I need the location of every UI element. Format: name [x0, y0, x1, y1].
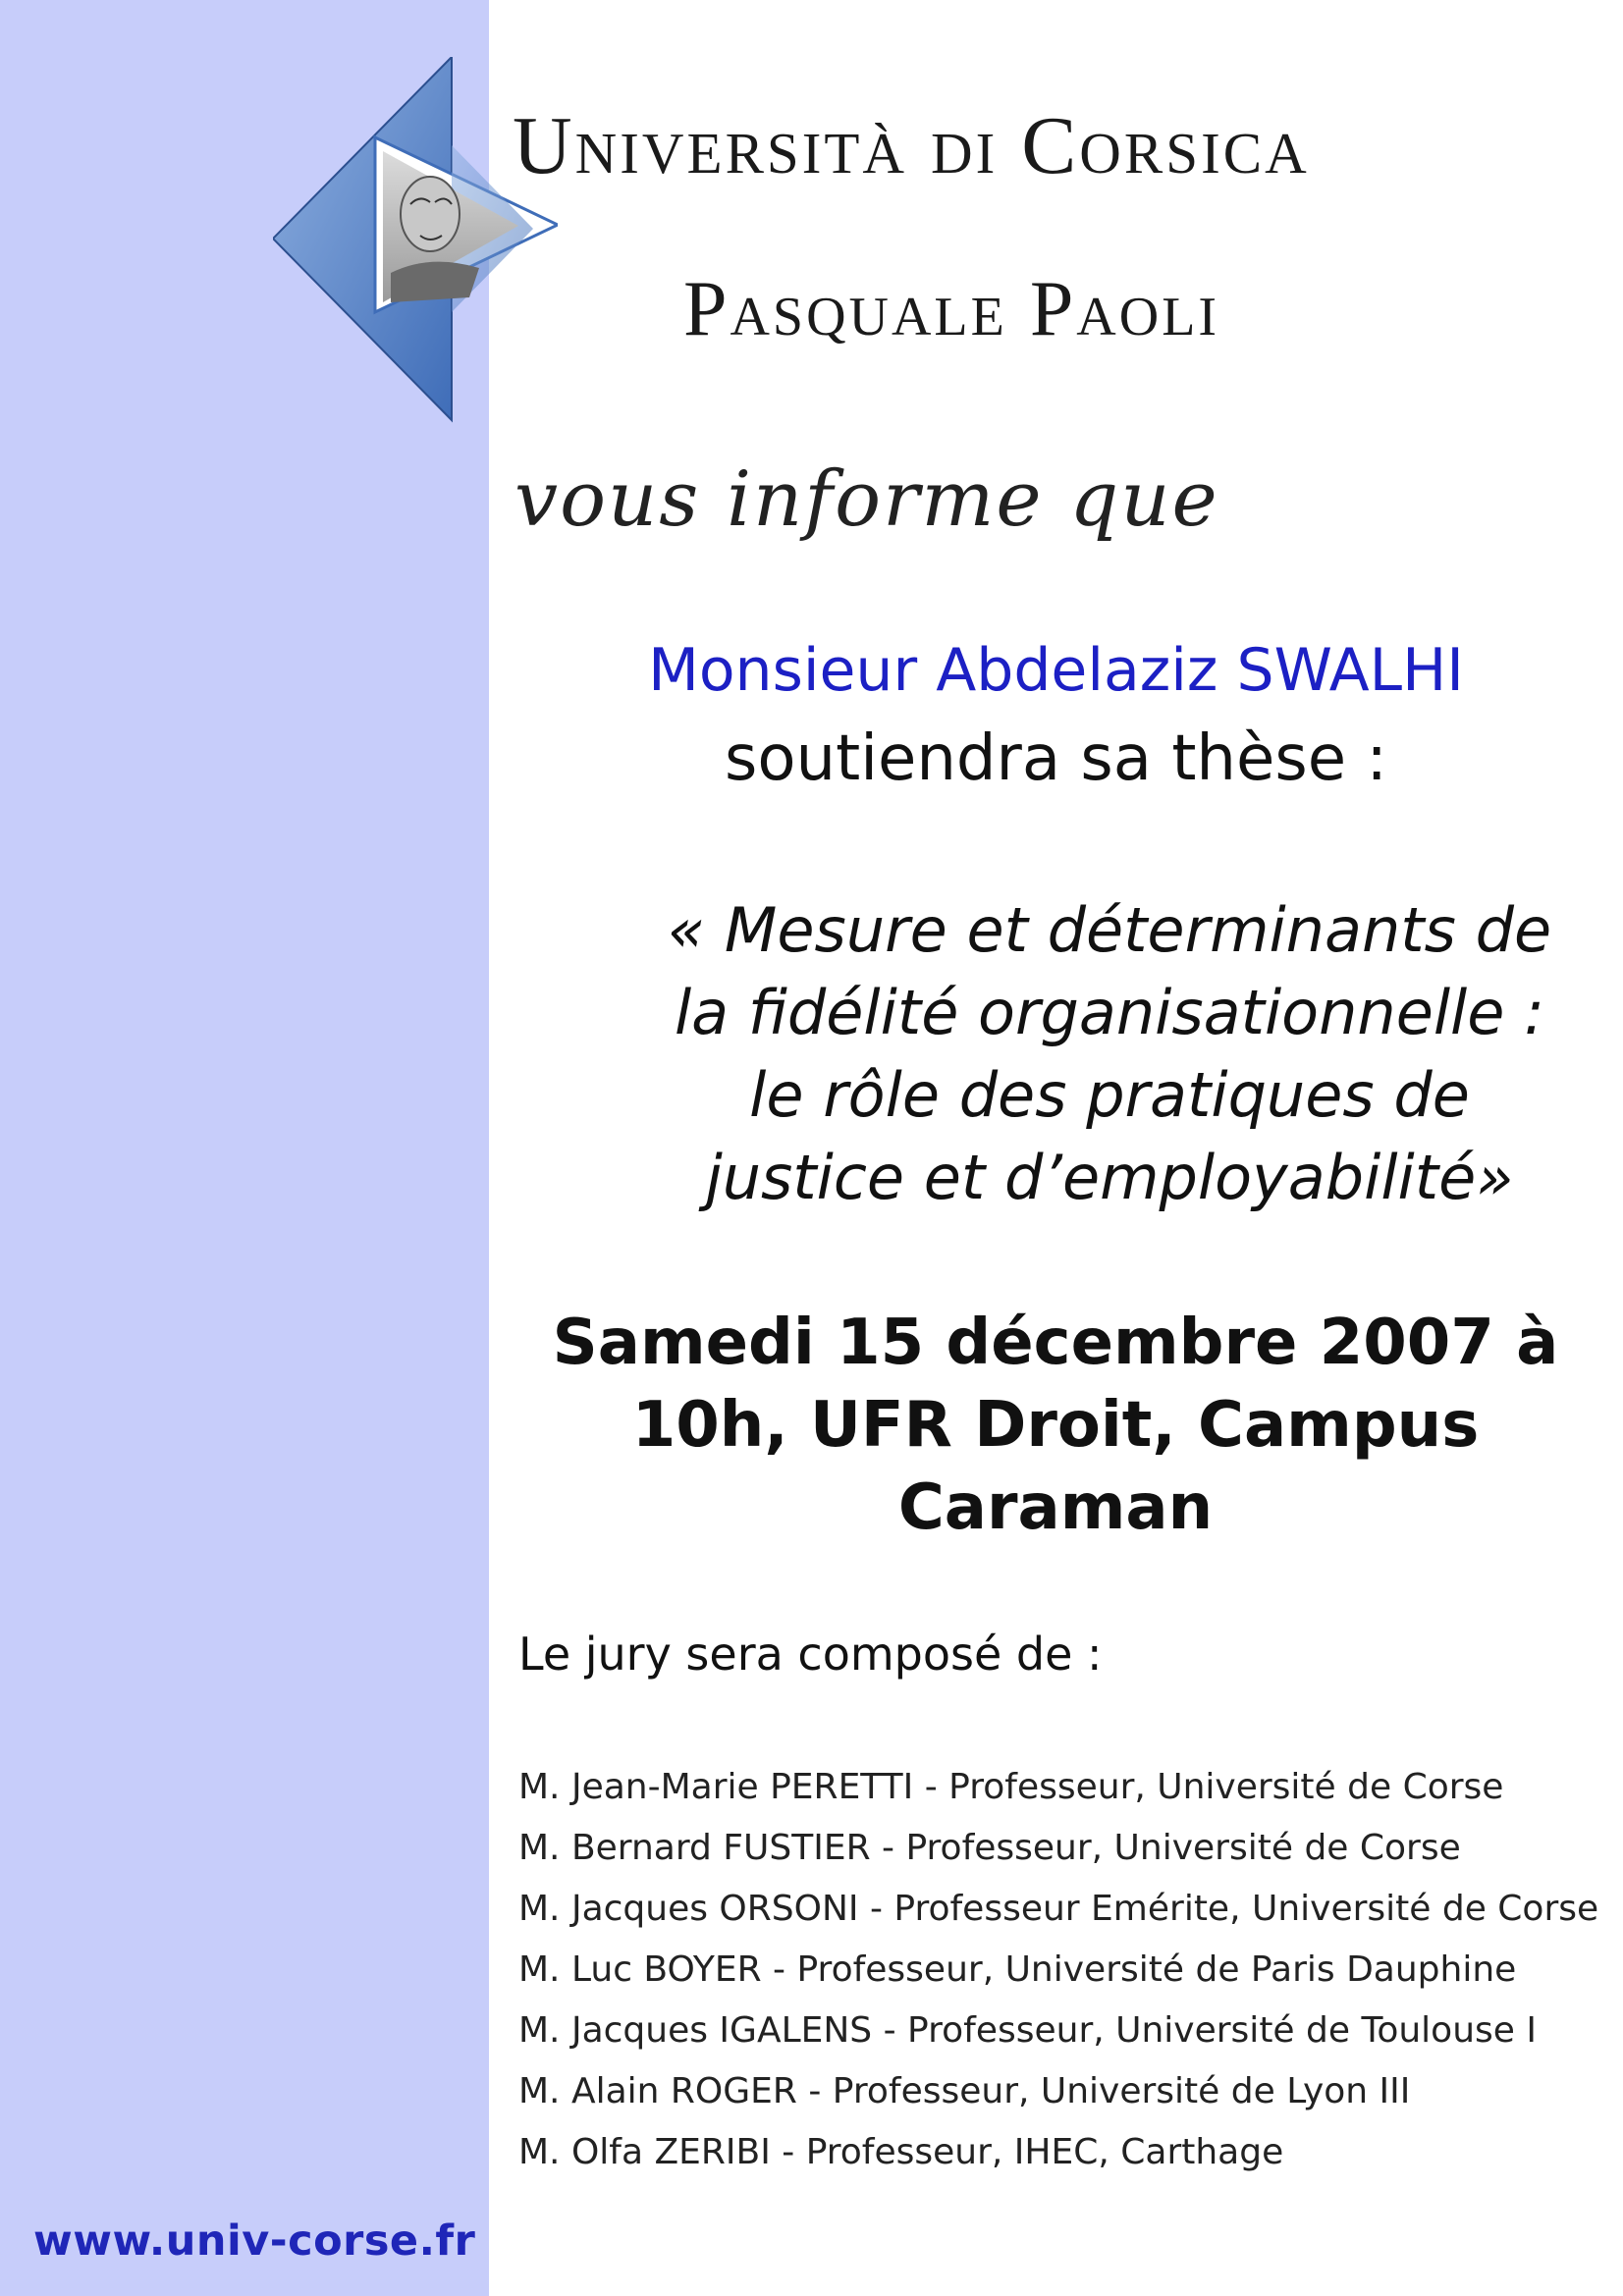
jury-member: M. Olfa ZERIBI - Professeur, IHEC, Carthage [518, 2132, 1284, 2172]
thesis-title-line: le rôle des pratiques de [749, 1059, 1470, 1131]
date-location-line: 10h, UFR Droit, Campus [631, 1389, 1480, 1462]
university-name: Università di Corsica [513, 100, 1310, 191]
thesis-title-line: justice et d’employabilité» [705, 1142, 1514, 1213]
jury-list [518, 1757, 1598, 2183]
date-location [550, 1302, 1561, 1549]
thesis-title [619, 889, 1600, 1219]
jury-member: M. Jacques IGALENS - Professeur, Université de Toulouse I [518, 2010, 1537, 2051]
jury-member: M. Alain ROGER - Professeur, Université de Lyon III [518, 2071, 1411, 2111]
defense-statement: soutiendra sa thèse : [725, 722, 1387, 795]
university-website-link[interactable]: www.univ-corse.fr [33, 2216, 476, 2266]
jury-member: M. Luc BOYER - Professeur, Université de Paris Dauphine [518, 1949, 1517, 1990]
jury-member: M. Jean-Marie PERETTI - Professeur, Université de Corse [518, 1767, 1504, 1807]
jury-intro: Le jury sera composé de : [518, 1628, 1103, 1681]
candidate-name: Monsieur Abdelaziz SWALHI [648, 636, 1464, 705]
thesis-title-line: « Mesure et déterminants de [667, 894, 1552, 966]
jury-member: M. Bernard FUSTIER - Professeur, Université de Corse [518, 1828, 1461, 1868]
university-subtitle: Pasquale Paoli [683, 266, 1220, 352]
date-location-line: Caraman [897, 1471, 1214, 1544]
date-location-line: Samedi 15 décembre 2007 à [552, 1307, 1559, 1379]
jury-member: M. Jacques ORSONI - Professeur Emérite, Université de Corse [518, 1889, 1599, 1929]
thesis-title-line: la fidélité organisationnelle : [674, 977, 1545, 1048]
intro-text: vous informe que [514, 455, 1219, 544]
